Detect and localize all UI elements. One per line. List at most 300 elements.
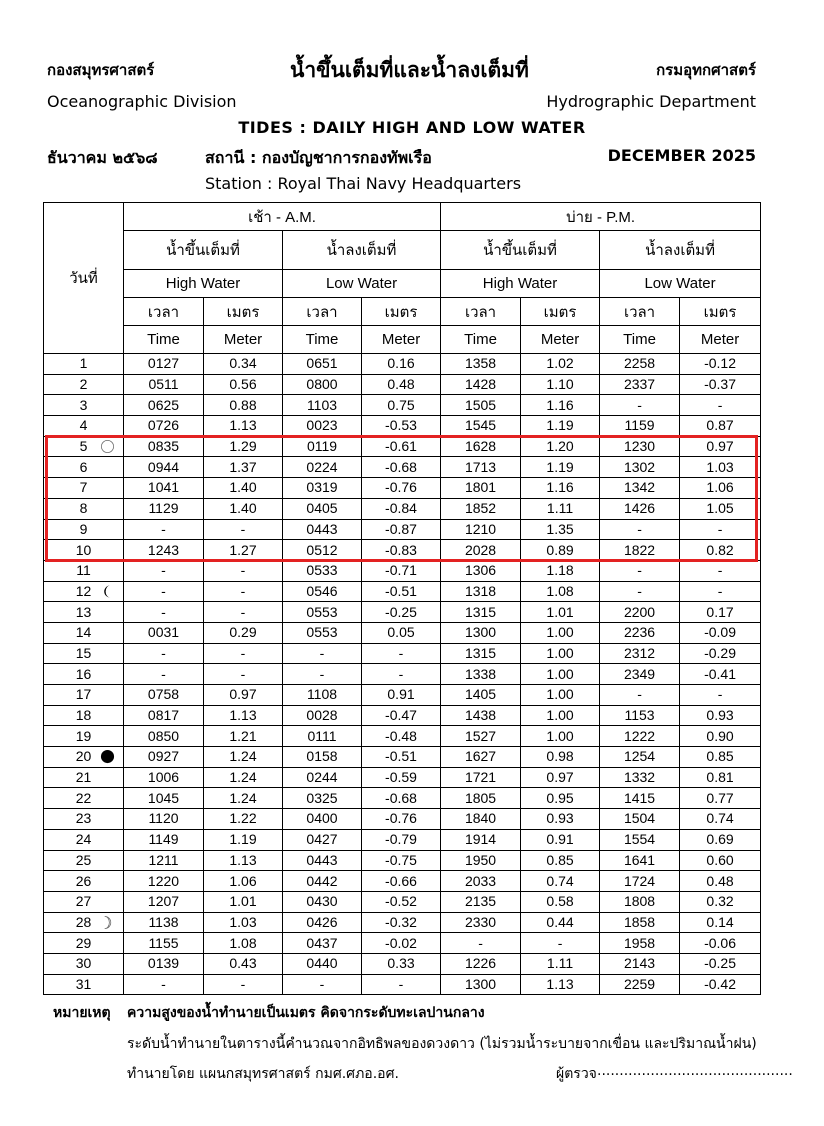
pm-high-time-cell: 1210 xyxy=(441,519,521,540)
am-low-meter-cell: -0.32 xyxy=(362,912,441,933)
am-low-meter-cell: 0.16 xyxy=(362,354,441,375)
table-row xyxy=(44,560,761,581)
am-high-time-cell: 1220 xyxy=(124,871,204,892)
pm-high-meter-cell: 1.00 xyxy=(521,726,600,747)
am-low-time-cell: - xyxy=(283,643,362,664)
pm-high-time-cell: 1405 xyxy=(441,685,521,706)
pm-low-time-cell: 2143 xyxy=(600,953,680,974)
day-number: 8 xyxy=(79,500,88,517)
am-high-meter-cell: 1.27 xyxy=(204,540,283,561)
day-cell xyxy=(44,478,124,499)
am-high-time-cell: 0625 xyxy=(124,395,204,416)
time-thai-header: เวลา xyxy=(283,298,362,326)
day-number: 5 xyxy=(79,438,88,455)
pm-high-meter-cell: 1.35 xyxy=(521,519,600,540)
day-cell xyxy=(44,540,124,561)
am-low-meter-cell: -0.47 xyxy=(362,705,441,726)
time-en-header: Time xyxy=(600,326,680,354)
pm-low-meter-cell: 0.90 xyxy=(680,726,761,747)
am-high-thai: น้ำขึ้นเต็มที่ xyxy=(124,231,283,270)
pm-high-meter-cell: 1.00 xyxy=(521,664,600,685)
table-row xyxy=(44,436,761,457)
day-number: 20 xyxy=(75,748,92,765)
division-en: Oceanographic Division xyxy=(47,92,237,111)
day-cell xyxy=(44,974,124,995)
am-high-time-cell: 0817 xyxy=(124,705,204,726)
am-high-time-cell: - xyxy=(124,974,204,995)
table-row xyxy=(44,416,761,437)
pm-high-meter-cell: 0.95 xyxy=(521,788,600,809)
am-high-meter-cell: - xyxy=(204,974,283,995)
am-low-time-cell: 0023 xyxy=(283,416,362,437)
pm-high-meter-cell: 1.13 xyxy=(521,974,600,995)
am-low-time-cell: 0028 xyxy=(283,705,362,726)
am-high-meter-cell: 1.37 xyxy=(204,457,283,478)
table-row xyxy=(44,664,761,685)
am-low-meter-cell: -0.83 xyxy=(362,540,441,561)
pm-high-meter-cell: - xyxy=(521,933,600,954)
day-number: 6 xyxy=(79,458,88,475)
note-text: ความสูงของน้ำทำนายเป็นเมตร คิดจากระดับทะเลปานกลาง xyxy=(127,1005,485,1021)
pm-low-meter-cell: 1.05 xyxy=(680,498,761,519)
pm-low-time-cell: - xyxy=(600,581,680,602)
am-high-time-cell: 0835 xyxy=(124,436,204,457)
meter-thai-header: เมตร xyxy=(204,298,283,326)
am-high-meter-cell: - xyxy=(204,519,283,540)
pm-low-time-cell: 2200 xyxy=(600,602,680,623)
day-number: 24 xyxy=(75,831,92,848)
pm-high-meter-cell: 0.44 xyxy=(521,912,600,933)
am-low-time-cell: 0443 xyxy=(283,519,362,540)
table-row xyxy=(44,705,761,726)
first-quarter-moon-icon xyxy=(100,915,115,930)
page-title-en: TIDES : DAILY HIGH AND LOW WATER xyxy=(238,118,586,137)
am-high-meter-cell: - xyxy=(204,560,283,581)
am-low-time-cell: 0400 xyxy=(283,809,362,830)
table-row xyxy=(44,581,761,602)
pm-low-time-cell: 1822 xyxy=(600,540,680,561)
table-row xyxy=(44,457,761,478)
table-row xyxy=(44,891,761,912)
pm-high-time-cell: 1306 xyxy=(441,560,521,581)
am-low-time-cell: 0651 xyxy=(283,354,362,375)
pm-high-time-cell: 1318 xyxy=(441,581,521,602)
pm-high-time-cell: 2135 xyxy=(441,891,521,912)
pm-low-meter-cell: 0.81 xyxy=(680,767,761,788)
meter-thai-header: เมตร xyxy=(362,298,441,326)
day-number: 14 xyxy=(75,624,92,641)
pm-high-time-cell: 1840 xyxy=(441,809,521,830)
pm-low-meter-cell: - xyxy=(680,519,761,540)
am-low-time-cell: 0430 xyxy=(283,891,362,912)
am-low-meter-cell: -0.68 xyxy=(362,788,441,809)
day-number: 22 xyxy=(75,789,92,806)
table-row xyxy=(44,809,761,830)
am-high-meter-cell: 1.21 xyxy=(204,726,283,747)
table-row xyxy=(44,767,761,788)
day-number: 9 xyxy=(79,520,88,537)
pm-high-time-cell: 1713 xyxy=(441,457,521,478)
pm-low-time-cell: 1230 xyxy=(600,436,680,457)
pm-low-meter-cell: 1.06 xyxy=(680,478,761,499)
pm-low-time-cell: 1808 xyxy=(600,891,680,912)
pm-low-time-cell: 1958 xyxy=(600,933,680,954)
pm-high-meter-cell: 1.19 xyxy=(521,416,600,437)
pm-high-meter-cell: 0.89 xyxy=(521,540,600,561)
am-high-time-cell: - xyxy=(124,519,204,540)
last-quarter-moon-icon xyxy=(100,584,115,599)
am-high-time-cell: 0944 xyxy=(124,457,204,478)
day-number: 25 xyxy=(75,851,92,868)
new-moon-icon xyxy=(100,749,115,764)
am-header: เช้า - A.M. xyxy=(124,203,441,231)
table-row xyxy=(44,788,761,809)
am-low-time-cell: 0546 xyxy=(283,581,362,602)
table-row xyxy=(44,498,761,519)
day-number: 17 xyxy=(75,686,92,703)
am-low-time-cell: 0325 xyxy=(283,788,362,809)
day-cell xyxy=(44,912,124,933)
day-number: 28 xyxy=(75,913,92,930)
day-cell xyxy=(44,643,124,664)
meter-en-header: Meter xyxy=(204,326,283,354)
day-number: 13 xyxy=(75,603,92,620)
pm-high-en: High Water xyxy=(441,270,600,298)
pm-low-meter-cell: -0.37 xyxy=(680,374,761,395)
am-high-meter-cell: 1.40 xyxy=(204,498,283,519)
tide-table xyxy=(43,202,761,995)
pm-low-time-cell: 1641 xyxy=(600,850,680,871)
day-cell xyxy=(44,436,124,457)
table-row xyxy=(44,871,761,892)
am-low-en: Low Water xyxy=(283,270,441,298)
day-cell xyxy=(44,354,124,375)
pm-low-time-cell: 2236 xyxy=(600,622,680,643)
day-cell xyxy=(44,602,124,623)
day-number: 4 xyxy=(79,417,88,434)
day-number: 23 xyxy=(75,810,92,827)
pm-high-meter-cell: 1.02 xyxy=(521,354,600,375)
table-row xyxy=(44,643,761,664)
pm-low-time-cell: 1415 xyxy=(600,788,680,809)
tide-table-body xyxy=(44,354,761,995)
pm-low-meter-cell: 0.97 xyxy=(680,436,761,457)
time-en-header: Time xyxy=(283,326,362,354)
pm-high-meter-cell: 1.19 xyxy=(521,457,600,478)
am-low-meter-cell: -0.53 xyxy=(362,416,441,437)
pm-high-meter-cell: 1.18 xyxy=(521,560,600,581)
am-low-meter-cell: -0.48 xyxy=(362,726,441,747)
am-low-meter-cell: - xyxy=(362,643,441,664)
table-row xyxy=(44,912,761,933)
pm-high-time-cell: 1438 xyxy=(441,705,521,726)
pm-high-meter-cell: 1.01 xyxy=(521,602,600,623)
pm-high-meter-cell: 0.98 xyxy=(521,747,600,768)
am-high-time-cell: 1120 xyxy=(124,809,204,830)
am-high-time-cell: 1211 xyxy=(124,850,204,871)
day-cell xyxy=(44,871,124,892)
day-number: 26 xyxy=(75,872,92,889)
pm-low-meter-cell: 1.03 xyxy=(680,457,761,478)
am-low-meter-cell: 0.33 xyxy=(362,953,441,974)
pm-low-time-cell: - xyxy=(600,560,680,581)
time-thai-header: เวลา xyxy=(441,298,521,326)
day-cell xyxy=(44,953,124,974)
pm-low-meter-cell: 0.77 xyxy=(680,788,761,809)
day-number: 29 xyxy=(75,934,92,951)
am-high-time-cell: - xyxy=(124,581,204,602)
am-high-meter-cell: 1.13 xyxy=(204,850,283,871)
pm-high-meter-cell: 1.11 xyxy=(521,498,600,519)
am-low-time-cell: 0533 xyxy=(283,560,362,581)
am-low-meter-cell: -0.75 xyxy=(362,850,441,871)
pm-low-time-cell: 1858 xyxy=(600,912,680,933)
day-cell xyxy=(44,416,124,437)
am-low-meter-cell: -0.61 xyxy=(362,436,441,457)
pm-high-meter-cell: 1.16 xyxy=(521,478,600,499)
am-low-meter-cell: -0.51 xyxy=(362,581,441,602)
day-cell xyxy=(44,747,124,768)
am-high-time-cell: 0758 xyxy=(124,685,204,706)
am-high-time-cell: 1045 xyxy=(124,788,204,809)
pm-low-time-cell: 1302 xyxy=(600,457,680,478)
am-low-meter-cell: 0.48 xyxy=(362,374,441,395)
pm-high-meter-cell: 1.11 xyxy=(521,953,600,974)
pm-low-meter-cell: -0.42 xyxy=(680,974,761,995)
am-high-en: High Water xyxy=(124,270,283,298)
am-high-time-cell: 0031 xyxy=(124,622,204,643)
time-en-header: Time xyxy=(124,326,204,354)
pm-low-meter-cell: 0.74 xyxy=(680,809,761,830)
am-high-time-cell: 0726 xyxy=(124,416,204,437)
am-high-time-cell: 1006 xyxy=(124,767,204,788)
note-label: หมายเหตุ xyxy=(53,1005,111,1021)
pm-low-meter-cell: -0.09 xyxy=(680,622,761,643)
pm-low-en: Low Water xyxy=(600,270,761,298)
pm-low-time-cell: 1554 xyxy=(600,829,680,850)
pm-low-meter-cell: 0.69 xyxy=(680,829,761,850)
pm-high-time-cell: 1315 xyxy=(441,643,521,664)
am-high-meter-cell: 0.29 xyxy=(204,622,283,643)
am-high-time-cell: - xyxy=(124,560,204,581)
am-low-time-cell: 0111 xyxy=(283,726,362,747)
day-number: 1 xyxy=(79,355,88,372)
day-number: 18 xyxy=(75,707,92,724)
meter-thai-header: เมตร xyxy=(521,298,600,326)
am-low-meter-cell: 0.75 xyxy=(362,395,441,416)
am-low-meter-cell: -0.68 xyxy=(362,457,441,478)
day-number: 19 xyxy=(75,727,92,744)
day-number: 12 xyxy=(75,582,92,599)
am-high-time-cell: 1149 xyxy=(124,829,204,850)
am-high-meter-cell: 1.29 xyxy=(204,436,283,457)
pm-high-time-cell: 1358 xyxy=(441,354,521,375)
am-low-time-cell: 0442 xyxy=(283,871,362,892)
pm-high-time-cell: 1226 xyxy=(441,953,521,974)
am-high-time-cell: 0850 xyxy=(124,726,204,747)
pm-low-meter-cell: 0.32 xyxy=(680,891,761,912)
pm-low-meter-cell: -0.06 xyxy=(680,933,761,954)
day-cell xyxy=(44,933,124,954)
department-thai: กรมอุทกศาสตร์ xyxy=(656,61,756,79)
am-low-meter-cell: 0.91 xyxy=(362,685,441,706)
pm-high-time-cell: 1315 xyxy=(441,602,521,623)
am-low-time-cell: 0440 xyxy=(283,953,362,974)
day-cell xyxy=(44,809,124,830)
am-low-time-cell: 1103 xyxy=(283,395,362,416)
month-en: DECEMBER 2025 xyxy=(607,146,756,165)
station-en: Station : Royal Thai Navy Headquarters xyxy=(205,174,522,193)
table-row xyxy=(44,850,761,871)
am-high-meter-cell: - xyxy=(204,664,283,685)
am-high-meter-cell: 1.24 xyxy=(204,788,283,809)
department-en: Hydrographic Department xyxy=(546,92,756,111)
pm-high-meter-cell: 1.00 xyxy=(521,685,600,706)
am-low-time-cell: 0244 xyxy=(283,767,362,788)
day-number: 15 xyxy=(75,644,92,661)
am-low-meter-cell: -0.52 xyxy=(362,891,441,912)
am-high-meter-cell: 1.24 xyxy=(204,747,283,768)
pm-low-time-cell: 1222 xyxy=(600,726,680,747)
am-low-meter-cell: 0.05 xyxy=(362,622,441,643)
pm-low-meter-cell: 0.93 xyxy=(680,705,761,726)
pm-low-meter-cell: -0.29 xyxy=(680,643,761,664)
day-cell xyxy=(44,767,124,788)
day-cell xyxy=(44,498,124,519)
day-cell xyxy=(44,664,124,685)
station-thai: สถานี : กองบัญชาการกองทัพเรือ xyxy=(205,148,432,167)
am-high-meter-cell: 1.19 xyxy=(204,829,283,850)
am-low-time-cell: 0319 xyxy=(283,478,362,499)
pm-low-meter-cell: - xyxy=(680,685,761,706)
am-high-time-cell: - xyxy=(124,643,204,664)
am-high-meter-cell: 0.97 xyxy=(204,685,283,706)
day-cell xyxy=(44,374,124,395)
am-low-time-cell: 0800 xyxy=(283,374,362,395)
pm-high-meter-cell: 1.10 xyxy=(521,374,600,395)
am-low-thai: น้ำลงเต็มที่ xyxy=(283,231,441,270)
am-low-meter-cell: - xyxy=(362,664,441,685)
meter-en-header: Meter xyxy=(362,326,441,354)
am-low-time-cell: - xyxy=(283,664,362,685)
pm-low-meter-cell: 0.85 xyxy=(680,747,761,768)
pm-low-time-cell: 2312 xyxy=(600,643,680,664)
meter-en-header: Meter xyxy=(680,326,761,354)
pm-high-time-cell: 1300 xyxy=(441,622,521,643)
am-high-time-cell: 0139 xyxy=(124,953,204,974)
am-low-time-cell: 0224 xyxy=(283,457,362,478)
day-cell xyxy=(44,685,124,706)
day-cell xyxy=(44,581,124,602)
day-cell xyxy=(44,829,124,850)
pm-high-time-cell: 2330 xyxy=(441,912,521,933)
page-title-thai: น้ำขึ้นเต็มที่และน้ำลงเต็มที่ xyxy=(290,58,529,82)
am-high-meter-cell: 0.34 xyxy=(204,354,283,375)
pm-header: บ่าย - P.M. xyxy=(441,203,761,231)
am-high-meter-cell: 0.88 xyxy=(204,395,283,416)
pm-high-meter-cell: 0.97 xyxy=(521,767,600,788)
pm-low-time-cell: - xyxy=(600,685,680,706)
am-low-meter-cell: -0.59 xyxy=(362,767,441,788)
pm-high-meter-cell: 0.93 xyxy=(521,809,600,830)
pm-high-meter-cell: 0.58 xyxy=(521,891,600,912)
time-thai-header: เวลา xyxy=(124,298,204,326)
table-row xyxy=(44,953,761,974)
day-cell xyxy=(44,622,124,643)
pm-high-time-cell: 1801 xyxy=(441,478,521,499)
am-low-time-cell: 0119 xyxy=(283,436,362,457)
pm-high-meter-cell: 1.00 xyxy=(521,643,600,664)
am-high-meter-cell: 1.22 xyxy=(204,809,283,830)
am-high-meter-cell: 0.43 xyxy=(204,953,283,974)
day-number: 21 xyxy=(75,769,92,786)
pm-low-meter-cell: 0.14 xyxy=(680,912,761,933)
pm-high-time-cell: - xyxy=(441,933,521,954)
pm-low-meter-cell: - xyxy=(680,395,761,416)
pm-low-time-cell: 1153 xyxy=(600,705,680,726)
am-high-time-cell: 1041 xyxy=(124,478,204,499)
pm-low-time-cell: 1504 xyxy=(600,809,680,830)
pm-low-meter-cell: - xyxy=(680,560,761,581)
pm-low-time-cell: - xyxy=(600,519,680,540)
am-low-time-cell: 1108 xyxy=(283,685,362,706)
pm-high-time-cell: 1914 xyxy=(441,829,521,850)
am-low-time-cell: 0427 xyxy=(283,829,362,850)
table-row xyxy=(44,747,761,768)
am-low-time-cell: 0512 xyxy=(283,540,362,561)
am-high-meter-cell: 1.08 xyxy=(204,933,283,954)
am-high-time-cell: 0511 xyxy=(124,374,204,395)
pm-low-time-cell: 2349 xyxy=(600,664,680,685)
am-high-time-cell: - xyxy=(124,664,204,685)
am-high-time-cell: 1129 xyxy=(124,498,204,519)
pm-high-meter-cell: 1.16 xyxy=(521,395,600,416)
day-header: วันที่ xyxy=(44,203,124,354)
pm-low-time-cell: 1254 xyxy=(600,747,680,768)
pm-low-thai: น้ำลงเต็มที่ xyxy=(600,231,761,270)
am-high-meter-cell: 1.24 xyxy=(204,767,283,788)
am-high-meter-cell: 1.13 xyxy=(204,705,283,726)
day-cell xyxy=(44,726,124,747)
pm-low-time-cell: 1426 xyxy=(600,498,680,519)
pm-high-time-cell: 1428 xyxy=(441,374,521,395)
am-low-time-cell: 0437 xyxy=(283,933,362,954)
full-moon-icon xyxy=(100,439,115,454)
am-low-meter-cell: -0.76 xyxy=(362,478,441,499)
predicted-by: ทำนายโดย แผนกสมุทรศาสตร์ กมศ.ศภอ.อศ. xyxy=(127,1066,399,1082)
am-low-meter-cell: -0.79 xyxy=(362,829,441,850)
day-number: 3 xyxy=(79,396,88,413)
day-number: 7 xyxy=(79,479,88,496)
table-row xyxy=(44,622,761,643)
note-line2: ระดับน้ำทำนายในตารางนี้คำนวณจากอิทธิพลของดวงดาว (ไม่รวมน้ำระบายจากเขื่อน และปริมาณน้ำฝน) xyxy=(127,1036,757,1052)
am-high-meter-cell: - xyxy=(204,602,283,623)
am-high-time-cell: 1207 xyxy=(124,891,204,912)
table-row xyxy=(44,933,761,954)
day-number: 11 xyxy=(76,562,91,579)
am-low-time-cell: 0553 xyxy=(283,602,362,623)
am-low-time-cell: - xyxy=(283,974,362,995)
pm-low-meter-cell: 0.48 xyxy=(680,871,761,892)
pm-low-time-cell: 1342 xyxy=(600,478,680,499)
am-low-meter-cell: -0.76 xyxy=(362,809,441,830)
pm-high-time-cell: 1505 xyxy=(441,395,521,416)
am-low-meter-cell: - xyxy=(362,974,441,995)
pm-low-meter-cell: 0.60 xyxy=(680,850,761,871)
am-high-time-cell: 1138 xyxy=(124,912,204,933)
day-cell xyxy=(44,395,124,416)
division-thai: กองสมุทรศาสตร์ xyxy=(47,61,155,79)
